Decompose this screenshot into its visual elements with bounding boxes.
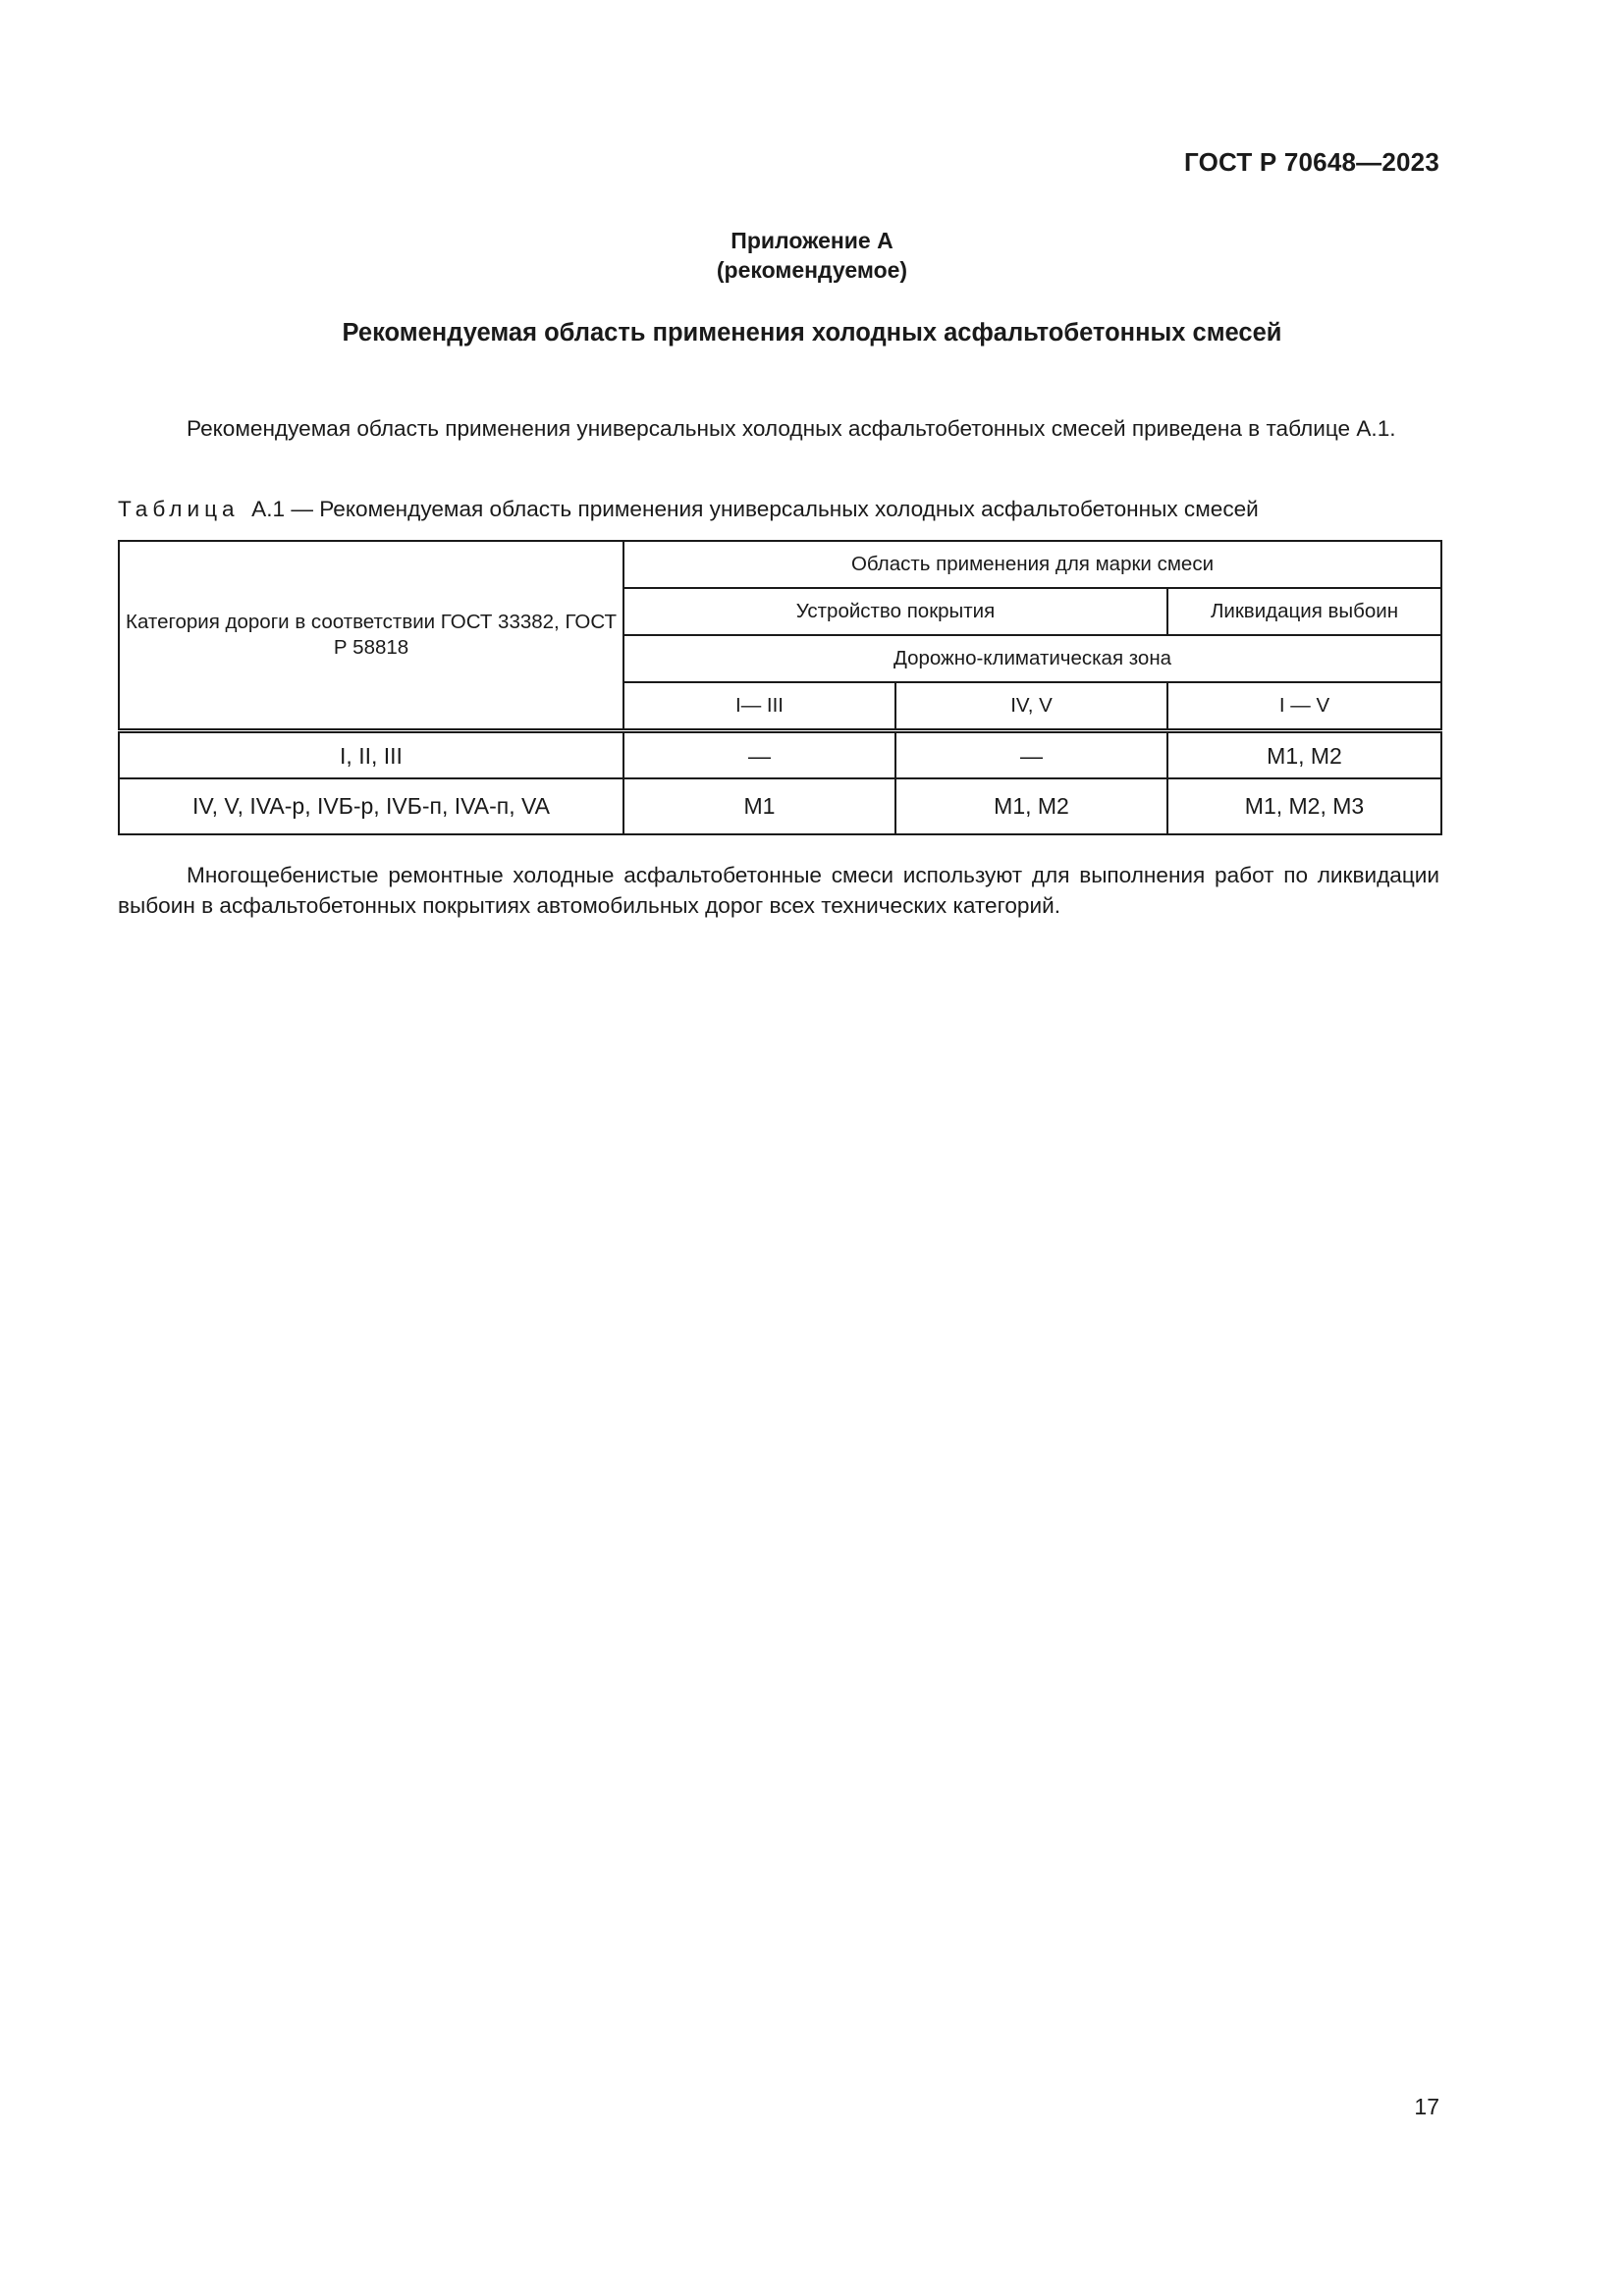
closing-paragraph (118, 860, 1439, 921)
row-value: М1, М2 (1167, 731, 1441, 778)
header-pothole: Ликвидация выбоин (1167, 588, 1441, 635)
intro-paragraph-text: Рекомендуемая область применения универсальных холодных асфальтобетонных смесей приведена в таблице А.1. (187, 416, 1396, 441)
section-title: Рекомендуемая область применения холодных асфальтобетонных смесей (342, 319, 1282, 347)
applicability-table (118, 540, 1442, 835)
document-code: ГОСТ Р 70648—2023 (1184, 147, 1439, 177)
closing-paragraph-text: Многощебенистые ремонтные холодные асфальтобетонные смеси используют для выполнения работ по ликвидации выбоин в асфальтобетонных покрытиях автомобильных дорог всех технических категорий. (118, 863, 1439, 918)
row-category: I, II, III (119, 731, 623, 778)
header-zone-1: I— III (623, 682, 895, 731)
row-value: — (623, 731, 895, 778)
row-value: — (895, 731, 1167, 778)
intro-paragraph (118, 413, 1439, 444)
table-caption-text: А.1 — Рекомендуемая область применения универсальных холодных асфальтобетонных смесей (251, 497, 1259, 521)
annex-status: (рекомендуемое) (716, 257, 908, 283)
table-row (119, 731, 1441, 778)
row-value: М1 (623, 778, 895, 834)
header-zone-3: I — V (1167, 682, 1441, 731)
table-caption-prefix: Таблица (118, 497, 240, 521)
row-value: М1, М2 (895, 778, 1167, 834)
header-scope: Область применения для марки смеси (623, 541, 1441, 588)
row-category: IV, V, IVA-р, IVБ-р, IVБ-п, IVA-п, VA (119, 778, 623, 834)
row-value: М1, М2, М3 (1167, 778, 1441, 834)
table-caption (118, 497, 1439, 522)
annex-heading (0, 226, 1624, 285)
annex-title: Приложение А (731, 228, 893, 253)
header-climate-zone: Дорожно-климатическая зона (623, 635, 1441, 682)
header-road-category: Категория дороги в соответствии ГОСТ 33382, ГОСТ Р 58818 (119, 541, 623, 731)
page-number: 17 (1414, 2094, 1439, 2119)
table-row (119, 778, 1441, 834)
header-zone-2: IV, V (895, 682, 1167, 731)
header-surface: Устройство покрытия (623, 588, 1167, 635)
